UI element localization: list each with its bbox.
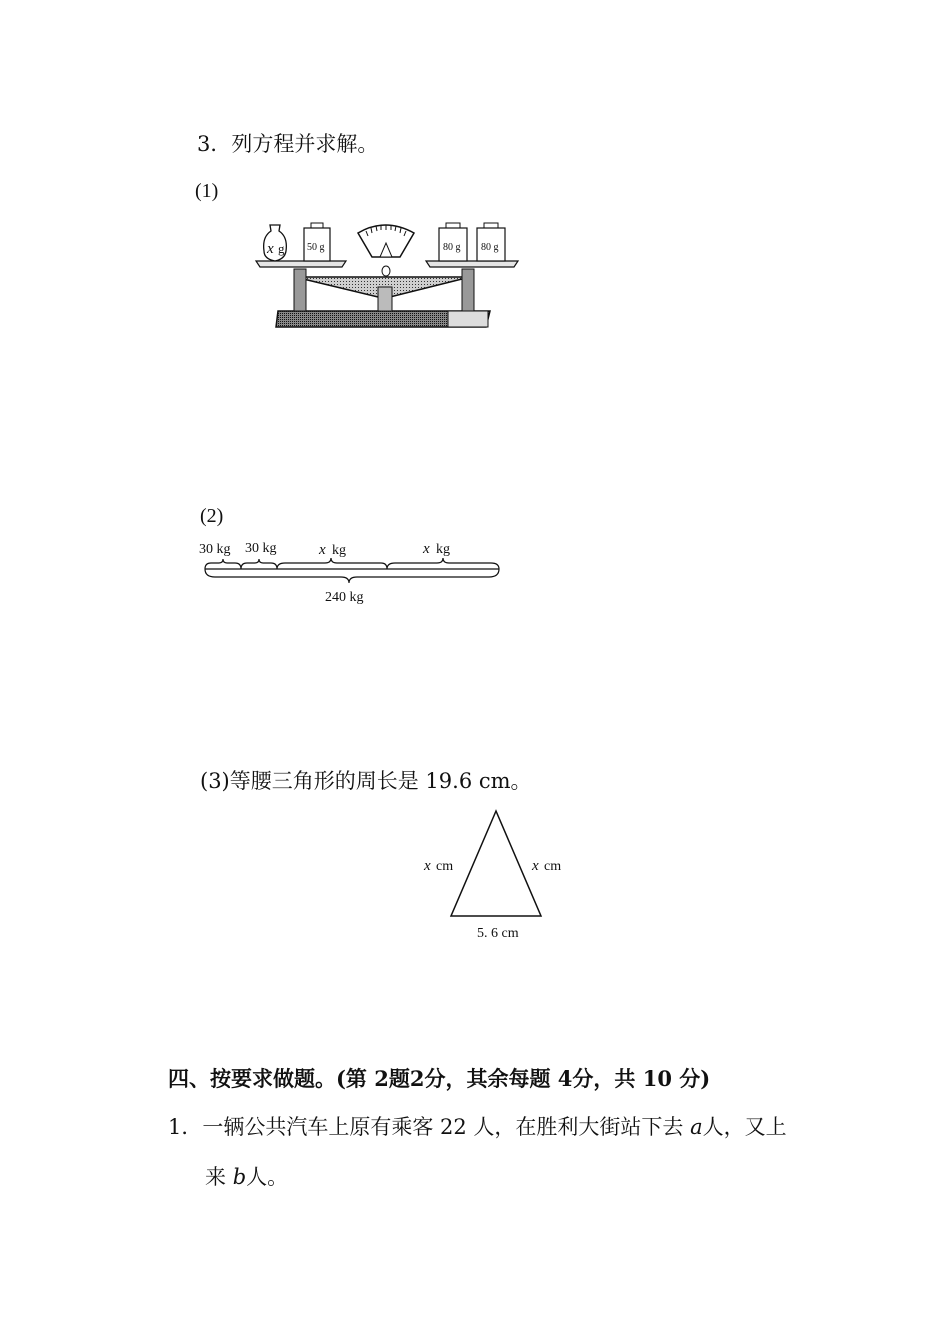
isosceles-triangle-figure xyxy=(420,805,590,945)
part-3-text-post: 。 xyxy=(510,769,532,793)
right-side-var: x xyxy=(532,858,539,874)
item-1-var-b: b xyxy=(232,1165,247,1189)
item-1-text-c: 来 xyxy=(205,1165,233,1189)
right-pan xyxy=(426,261,518,267)
question-3-title: 3．列方程并求解。 xyxy=(197,132,379,156)
part-1-label: (1) xyxy=(195,180,219,202)
vase-variable: x xyxy=(267,241,274,257)
item-1-text-d: 人。 xyxy=(246,1165,289,1189)
total-label: 240 kg xyxy=(325,590,364,605)
part-3-perimeter: 19.6 cm xyxy=(425,769,511,793)
vase-unit: g xyxy=(278,241,285,256)
item-1-text-a: 1．一辆公共汽车上原有乘客 22 人，在胜利大街站下去 xyxy=(168,1115,691,1139)
segment-label-2: 30 kg xyxy=(245,541,277,556)
weight-80g-1-label: 80 g xyxy=(443,242,461,253)
triangle-shape xyxy=(451,811,541,916)
segment-diagram xyxy=(195,535,515,615)
left-pan xyxy=(256,261,346,267)
section-4-item-1-line-2 xyxy=(205,1161,288,1191)
right-post xyxy=(462,269,474,311)
item-1-var-a: a xyxy=(690,1115,703,1139)
part-2-label: (2) xyxy=(200,505,224,527)
item-1-text-b: 人，又上 xyxy=(702,1115,787,1139)
balance-scale-figure xyxy=(250,215,530,335)
segment-label-4-unit: kg xyxy=(436,542,450,557)
right-side-unit: cm xyxy=(544,859,562,874)
segment-label-3-var: x xyxy=(319,542,326,558)
left-side-var: x xyxy=(424,858,431,874)
part-3-text xyxy=(200,765,532,795)
segment-label-1: 30 kg xyxy=(199,542,231,557)
weight-80g-2-label: 80 g xyxy=(481,242,499,253)
segment-label-4-var: x xyxy=(423,541,430,557)
part-3-text-pre: (3)等腰三角形的周长是 xyxy=(200,769,426,793)
section-4-title: 四、按要求做题。(第 2题2分，其余每题 4分，共 10 分) xyxy=(168,1066,711,1091)
base-label: 5. 6 cm xyxy=(477,926,519,941)
left-post xyxy=(294,269,306,311)
weight-50g-label: 50 g xyxy=(307,242,325,253)
segment-label-3-unit: kg xyxy=(332,543,346,558)
left-side-unit: cm xyxy=(436,859,454,874)
section-4-item-1-line-1 xyxy=(168,1111,787,1141)
